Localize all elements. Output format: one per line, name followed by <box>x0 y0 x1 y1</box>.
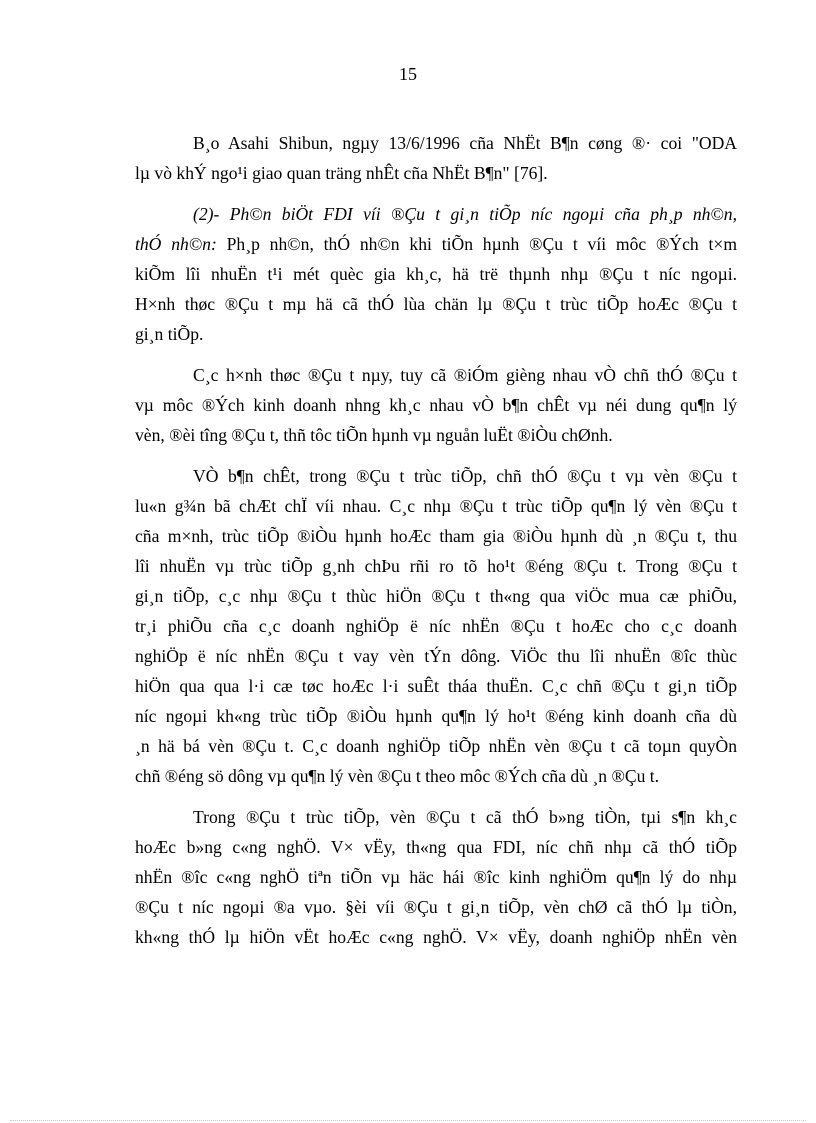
paragraph <box>135 802 737 952</box>
text-line: VÒ b¶n chÊt, trong ®Çu t trùc tiÕp, chñ thÓ ®Çu t vµ vèn ®Çu t <box>193 466 737 486</box>
page-bottom-border <box>10 1120 806 1121</box>
text-line: hoÆc b»ng c«ng nghÖ. V× vËy, th«ng qua FDI, níc chñ nhµ cã thÓ tiÕp <box>135 837 737 857</box>
text-line: lµ vò khÝ ngo¹i giao quan träng nhÊt cña NhËt B¶n" [76]. <box>135 163 548 183</box>
text-line: Trong ®Çu t trùc tiÕp, vèn ®Çu t cã thÓ b»ng tiÒn, tµi s¶n kh¸c <box>193 807 737 827</box>
text-line: lîi nhuËn vµ trùc tiÕp g¸nh chÞu rñi ro tõ ho¹t ®éng ®Çu t. Trong ®Çu t <box>135 556 737 576</box>
text-line: gi¸n tiÕp, c¸c nhµ ®Çu t thùc hiÖn ®Çu t th«ng qua viÖc mua cæ phiÕu, <box>135 586 737 606</box>
text-line: ®Çu t níc ngoµi ®a vµo. §èi víi ®Çu t gi¸n tiÕp, vèn chØ cã thÓ lµ tiÒn, <box>135 897 737 917</box>
text-line: kiÕm lîi nhuËn t¹i mét quèc gia kh¸c, hä trë thµnh nhµ ®Çu t níc ngoµi. <box>135 264 737 284</box>
italic-heading-tail: thÓ nh©n: <box>135 234 217 254</box>
text-line: cña m×nh, trùc tiÕp ®iÒu hµnh hoÆc tham gia ®iÒu hµnh dù ¸n ®Çu t, thu <box>135 526 737 546</box>
text-line: níc ngoµi kh«ng trùc tiÕp ®iÒu hµnh qu¶n lý ho¹t ®éng kinh doanh cña dù <box>135 706 737 726</box>
page-number: 15 <box>399 64 417 84</box>
text-line: kh«ng thÓ lµ hiÖn vËt hoÆc c«ng nghÖ. V× vËy, doanh nghiÖp nhËn vèn <box>135 927 737 947</box>
paragraph <box>135 199 737 349</box>
text-line: B¸o Asahi Shibun, ngµy 13/6/1996 cña NhËt B¶n cøng ®· coi "ODA <box>193 133 737 153</box>
text-line: chñ ®éng sö dông vµ qu¶n lý vèn ®Çu t theo môc ®Ých cña dù ¸n ®Çu t. <box>135 766 660 786</box>
text-line: lu«n g¾n bã chÆt chÏ víi nhau. C¸c nhµ ®Çu t trùc tiÕp qu¶n lý vèn ®Çu t <box>135 496 737 516</box>
text-line <box>135 229 737 259</box>
italic-heading-line: (2)- Ph©n biÖt FDI víi ®Çu t gi¸n tiÕp níc ngoµi cña ph¸p nh©n, <box>193 204 737 224</box>
text-line: nghiÖp ë níc nhËn ®Çu t vay vèn tÝn dông. ViÖc thu lîi nhuËn ®îc thùc <box>135 646 737 666</box>
text-line: ¸n hä bá vèn ®Çu t. C¸c doanh nghiÖp tiÕp nhËn vèn ®Çu t cã toµn quyÒn <box>135 736 737 756</box>
text-line: tr¸i phiÕu cña c¸c doanh nghiÖp ë níc nhËn ®Çu t hoÆc cho c¸c doanh <box>135 616 737 636</box>
text-segment: Ph¸p nh©n, thÓ nh©n khi tiÕn hµnh ®Çu t víi môc ®Ých t×m <box>216 234 738 254</box>
text-line: vèn, ®èi tîng ®Çu t, thñ tôc tiÕn hµnh vµ nguån luËt ®iÒu chØnh. <box>135 425 613 445</box>
document-body <box>135 128 737 963</box>
text-line: gi¸n tiÕp. <box>135 324 204 344</box>
text-line: H×nh thøc ®Çu t mµ hä cã thÓ lùa chän lµ ®Çu t trùc tiÕp hoÆc ®Çu t <box>135 294 737 314</box>
text-line: C¸c h×nh thøc ®Çu t nµy, tuy cã ®iÓm gièng nhau vÒ chñ thÓ ®Çu t <box>193 365 737 385</box>
text-line: vµ môc ®Ých kinh doanh nhng kh¸c nhau vÒ b¶n chÊt vµ néi dung qu¶n lý <box>135 395 737 415</box>
paragraph <box>135 360 737 450</box>
paragraph <box>135 128 737 188</box>
text-line: nhËn ®îc c«ng nghÖ tiªn tiÕn vµ häc hái ®îc kinh nghiÖm qu¶n lý do nhµ <box>135 867 737 887</box>
text-line: hiÖn qua qua l·i cæ tøc hoÆc l·i suÊt tháa thuËn. C¸c chñ ®Çu t gi¸n tiÕp <box>135 676 737 696</box>
paragraph <box>135 461 737 791</box>
